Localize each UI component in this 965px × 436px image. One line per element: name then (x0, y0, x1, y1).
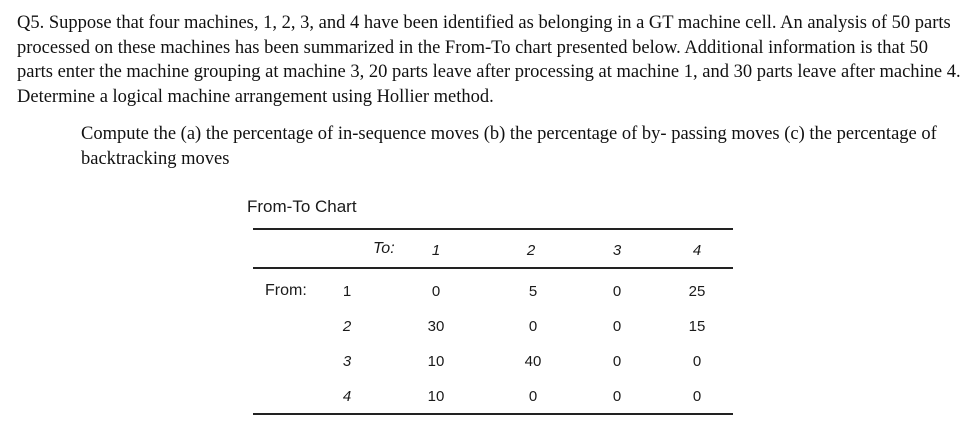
row-header-3: 3 (342, 353, 352, 370)
table-cell: 25 (688, 283, 706, 300)
table-cell: 0 (692, 388, 702, 405)
table-cell: 5 (528, 283, 538, 300)
table-cell: 0 (612, 283, 622, 300)
from-to-chart-title: From-To Chart (247, 197, 357, 216)
table-cell: 0 (528, 388, 538, 405)
question-text: Q5. Suppose that four machines, 1, 2, 3, and 4 have been identified as belonging in a GT machine cell. An analysis of 50 parts processed on these machines has been summarized in the From-To chart presented below. Additional information is that 50 parts enter the machine grouping at machine 3, 20 parts leave after processing at machine 1, and 30 parts leave after machine 4. Determine a logical machine arrangement using Hollier method. (17, 13, 961, 107)
table-cell: 0 (528, 318, 538, 335)
from-label: From: (265, 282, 307, 299)
column-header-4: 4 (692, 242, 702, 259)
to-label: To: (373, 240, 395, 257)
table-header-rule (253, 267, 733, 269)
column-header-2: 2 (526, 242, 536, 259)
subquestion-text: Compute the (a) the percentage of in-sequence moves (b) the percentage of by- passing moves (c) the percentage of backtracking moves (81, 124, 937, 169)
column-header-3: 3 (612, 242, 622, 259)
table-cell: 0 (612, 353, 622, 370)
table-cell: 15 (688, 318, 706, 335)
row-header-2: 2 (342, 318, 352, 335)
table-bottom-rule (253, 413, 733, 415)
column-header-1: 1 (431, 242, 441, 259)
table-top-rule (253, 228, 733, 230)
table-cell: 0 (612, 318, 622, 335)
row-header-4: 4 (342, 388, 352, 405)
table-cell: 0 (692, 353, 702, 370)
table-cell: 10 (427, 353, 445, 370)
table-cell: 30 (427, 318, 445, 335)
table-cell: 10 (427, 388, 445, 405)
row-header-1: 1 (342, 283, 352, 300)
table-cell: 0 (431, 283, 441, 300)
table-cell: 40 (524, 353, 542, 370)
table-cell: 0 (612, 388, 622, 405)
